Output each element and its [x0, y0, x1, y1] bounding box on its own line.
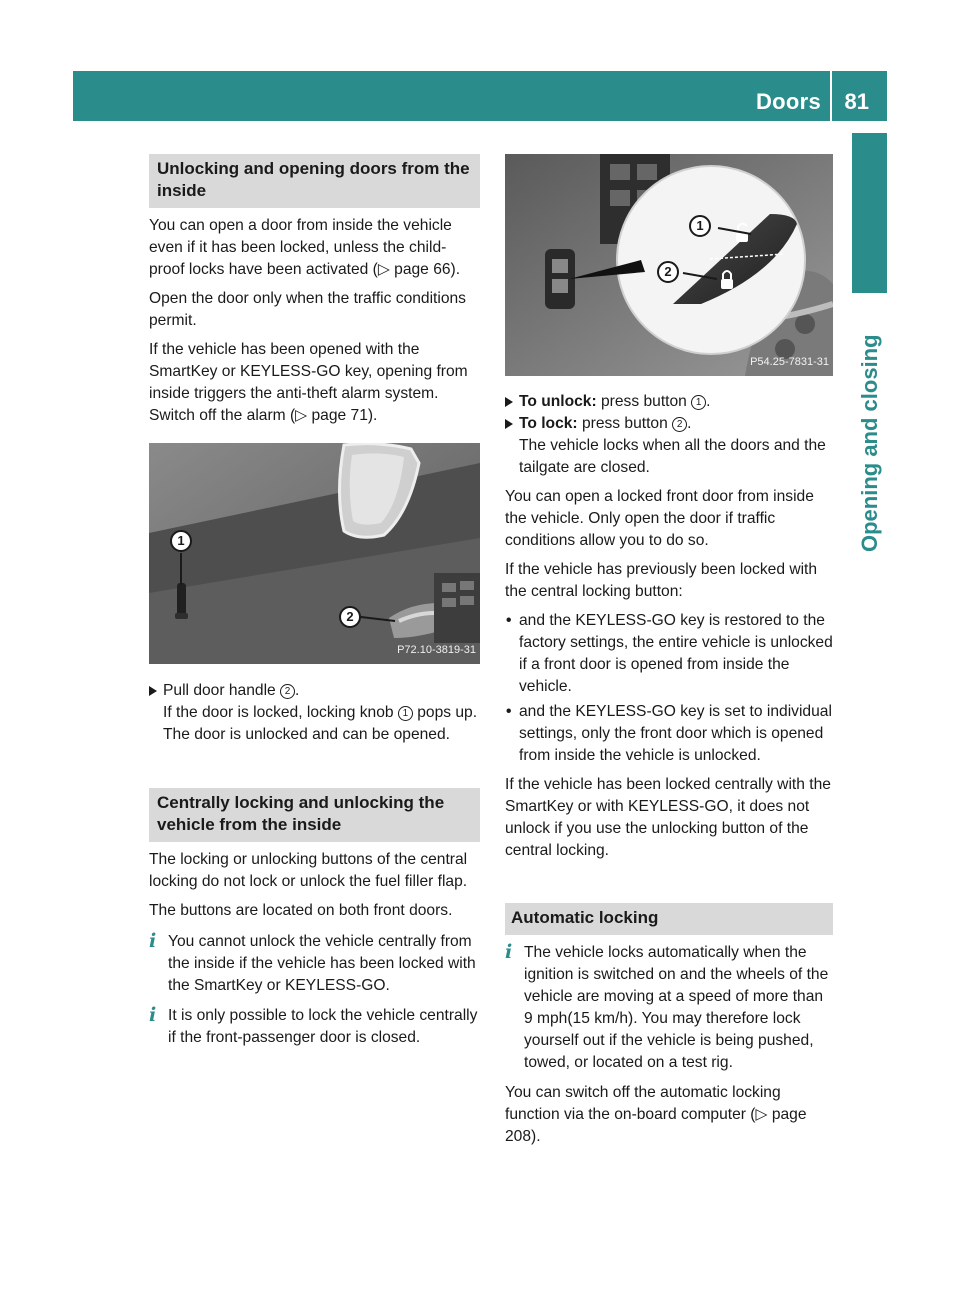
- bullet-marker: •: [506, 703, 512, 720]
- bullet-marker: •: [506, 612, 512, 629]
- section-heading-central-locking: Centrally locking and unlocking the vehicle from the inside: [149, 788, 480, 842]
- image-reference-code: P72.10-3819-31: [397, 644, 476, 656]
- info-note: i It is only possible to lock the vehicle centrally if the front-passenger door is closed.: [149, 1004, 478, 1046]
- callout-door-handle: 2: [339, 606, 361, 628]
- header-title: Doors: [755, 89, 821, 114]
- door-handle-photo: [149, 443, 480, 664]
- paragraph: The locking or unlocking buttons of the central locking do not lock or unlock the fuel filler flap.: [149, 851, 468, 890]
- chapter-label-text: Opening and closing: [857, 334, 882, 552]
- callout-ref: 2: [672, 417, 687, 432]
- paragraph: You can switch off the automatic locking function via the on-board computer (▷ page 208).: [505, 1084, 807, 1145]
- step-arrow-icon: [149, 686, 157, 696]
- left-column: [149, 154, 480, 1057]
- instruction-step-lock: To lock: press button 2 . The vehicle locks when all the doors and the tailgate are closed.: [505, 413, 833, 479]
- step-arrow-icon: [505, 397, 513, 407]
- step-arrow-icon: [505, 419, 513, 429]
- paragraph: If the vehicle has been opened with the SmartKey or KEYLESS-GO key, opening from inside triggers the anti-theft alarm system. Switch off the alarm (▷ page 71).: [149, 341, 468, 424]
- paragraph: If the vehicle has been locked centrally with the SmartKey or with KEYLESS-GO, it does not unlock if you use the unlocking button of the central locking.: [505, 776, 831, 859]
- paragraph: You can open a door from inside the vehicle even if it has been locked, unless the child-proof locks have been activated (▷ page 66).: [149, 217, 461, 278]
- right-column: [505, 154, 833, 1155]
- callout-lock-button: 2: [657, 261, 679, 283]
- header-divider: [830, 71, 832, 121]
- callout-locking-knob: 1: [170, 530, 192, 552]
- info-note: i The vehicle locks automatically when the ignition is switched on and the wheels of the vehicle are moving at a speed of more than 9 mph(15 km/h). You may therefore lock yourself out if the vehicle is being pushed, towed, or located on a test rig.: [505, 941, 829, 1071]
- callout-unlock-button: 1: [689, 215, 711, 237]
- paragraph: You can open a locked front door from inside the vehicle. Only open the door if traffic conditions allow you to do so.: [505, 488, 814, 549]
- section-heading-unlocking: Unlocking and opening doors from the inside: [149, 154, 480, 208]
- bullet-item: • and the KEYLESS-GO key is restored to the factory settings, the entire vehicle is unlocked if a front door is opened from inside the vehicle.: [506, 612, 833, 695]
- page-header: [73, 71, 887, 121]
- central-locking-buttons-photo: [505, 154, 833, 376]
- info-note: i You cannot unlock the vehicle centrally from the inside if the vehicle has been locked with the SmartKey or KEYLESS-GO.: [149, 930, 476, 994]
- callout-ref: 1: [691, 395, 706, 410]
- callout-ref: 2: [280, 684, 295, 699]
- image-reference-code: P54.25-7831-31: [750, 356, 829, 368]
- instruction-step-unlock: To unlock: press button 1 .: [505, 391, 833, 413]
- info-icon: i: [149, 930, 157, 952]
- section-heading-automatic-locking: Automatic locking: [505, 903, 833, 935]
- info-icon: i: [149, 1004, 157, 1026]
- door-interior-illustration: [149, 443, 480, 664]
- bullet-item: • and the KEYLESS-GO key is set to individual settings, only the front door which is opened from inside the vehicle is unlocked.: [506, 703, 832, 764]
- instruction-step: Pull door handle 2 . If the door is locked, locking knob 1 pops up. The door is unlocked and can be opened.: [149, 680, 480, 746]
- chapter-label: [853, 312, 887, 552]
- info-icon: i: [505, 941, 513, 963]
- paragraph: Open the door only when the traffic conditions permit.: [149, 290, 466, 329]
- paragraph: If the vehicle has previously been locked with the central locking button:: [505, 561, 818, 600]
- page-number: 81: [844, 89, 869, 114]
- callout-ref: 1: [398, 706, 413, 721]
- paragraph: The buttons are located on both front doors.: [149, 902, 453, 919]
- chapter-tab-marker: [852, 133, 887, 293]
